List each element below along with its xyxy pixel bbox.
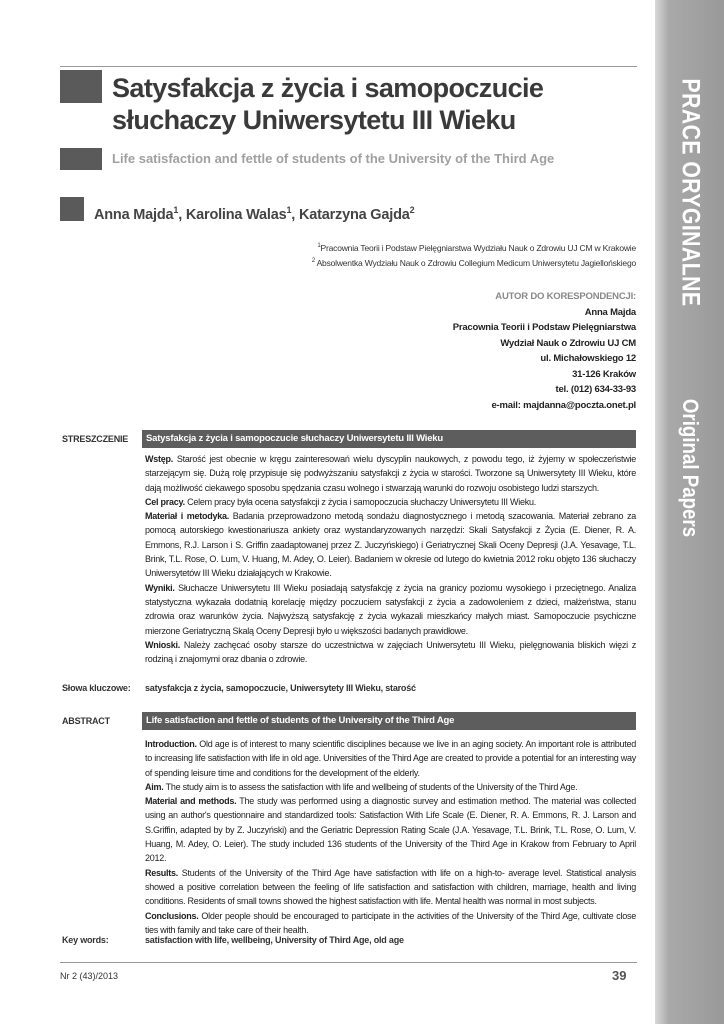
english-title: Life satisfaction and fettle of students of the University of the Third Age <box>112 151 555 166</box>
top-rule <box>60 66 637 67</box>
paragraph: Introduction. Old age is of interest to many scientific disciplines because we live in an aging society. An important role is attributed to increasing life satisfaction with life in old age. Universities of the Third Age are created to provide a potential for an interesting way of spending leisure time and conditions for the development of the elderly. <box>145 739 636 778</box>
paragraph: Conclusions. Older people should be encouraged to participate in the activities of the University of the Third Age, cultivate close ties with family and take care of their health. <box>145 910 636 935</box>
correspondence-heading: AUTOR DO KORESPONDENCJI: <box>495 291 636 302</box>
corr-line: Wydział Nauk o Zdrowiu UJ CM <box>500 337 636 349</box>
corr-line: ul. Michałowskiego 12 <box>540 353 636 364</box>
keywords-pl: satysfakcja z życia, samopoczucie, Uniwersytety III Wieku, starość <box>145 683 416 693</box>
corr-line: Anna Majda <box>584 306 636 318</box>
keywords-pl-label: Słowa kluczowe: <box>62 683 131 693</box>
abstract-body <box>145 737 636 937</box>
corr-email[interactable]: e-mail: majdanna@poczta.onet.pl <box>491 399 636 411</box>
abstract-label: ABSTRACT <box>62 716 110 726</box>
bottom-rule <box>60 962 637 963</box>
streszczenie-label: STRESZCZENIE <box>62 434 129 444</box>
paragraph: Material and methods. The study was performed using a diagnostic survey and estimation method. The material was collected using an author's questionnaire and standardized tools: Satisfaction With Life Scale (E. Diener, R. A. Emmons, R. J. Larson and S.Griffin, adapted by by Z. Juczyński) and the Geriatric Depression Rating Scale (J.A. Yesavage, T.L. Brink, T.L. Rose, O. Lum, V. Huang, M. Adey, O. Leier). The study included 136 students of the University of the Third Age in Krakow from February to April 2012. <box>145 796 636 864</box>
page-title: Satysfakcja z życia i samopoczucie słuchaczy Uniwersytetu III Wieku <box>112 73 544 135</box>
subtitle-marker <box>60 148 102 170</box>
streszczenie-body <box>145 452 636 666</box>
paragraph: Results. Students of the University of the Third Age have satisfaction with life on a high-to- average level. Statistical analysis showed a positive correlation between the feeling of life satisfaction and satisfaction with children, marriage, health and living conditions. Residents of small towns showed the highest satisfaction with life. Mental health was normal in most subjects. <box>145 867 636 907</box>
keywords-en: satisfaction with life, wellbeing, University of Third Age, old age <box>145 935 404 945</box>
section-label-en: Original Papers <box>678 398 703 538</box>
paragraph: Aim. The study aim is to assess the satisfaction with life and wellbeing of students of the University of the Third Age. <box>145 781 578 792</box>
streszczenie-bar: Satysfakcja z życia i samopoczucie słuchaczy Uniwersytetu III Wieku <box>142 430 636 448</box>
abstract-bar: Life satisfaction and fettle of students of the University of the Third Age <box>142 712 636 730</box>
paragraph: Wnioski. Należy zachęcać osoby starsze do uczestnictwa w zajęciach Uniwersytetu III Wieku, pielęgnowania bliskich więzi z rodziną i znajomymi oraz dbania o zdrowie. <box>145 639 636 665</box>
paragraph: Cel pracy. Celem pracy była ocena satysfakcji z życia i samopoczucia słuchaczy Uniwersytetu III Wieku. <box>145 496 536 507</box>
section-label-pl: PRACE ORYGINALNE <box>676 78 705 307</box>
corr-line: Pracownia Teorii i Podstaw Pielęgniarstwa <box>452 322 636 333</box>
author-list: Anna Majda$^1$, Karolina Walas$^1$, Katarzyna Gajda$^2$ <box>94 205 415 223</box>
paragraph: Wstęp. Starość jest obecnie w kręgu zainteresowań wielu dyscyplin naukowych, z powodu tego, iż żyjemy w społeczeństwie starzejącym się. Dużą rolę przypisuje się podwyższaniu satysfakcji z życia w starości. Tworzone są Uniwersytety III Wieku, które dają możliwość ciekawego sposobu spędzania czasu wolnego i stwarzają warunki do rozwoju osobistego ludzi starszych. <box>145 454 636 493</box>
paragraph: Materiał i metodyka. Badania przeprowadzono metodą sondażu diagnostycznego i metodą szacowania. Materiał zebrano za pomocą autorskiego kwestionariusza ankiety oraz wystandaryzowanych narzędzi: Skali Satysfakcji z Życia (E. Diener, R. A. Emmons, R.J. Larson i S. Griffin zaadaptowanej przez Z. Juczyńskiego) i Geriatrycznej Skali Oceny Depresji (J.A. Yesavage, T.L. Brink, T.L. Rose, O. Lum, V. Huang, M. Adey, O. Leier). Badaniem w okresie od lutego do kwietnia 2012 roku objęto 136 słuchaczy Uniwersytetów III Wieku działających w Krakowie. <box>145 511 636 579</box>
title-marker <box>60 70 102 103</box>
correspondence-block <box>453 289 636 413</box>
page-number: 39 <box>612 968 627 983</box>
affiliation-2: $^2$ Absolwentka Wydziału Nauk o Zdrowiu Collegium Medicum Uniwersytetu Jagiellońskiego <box>311 258 636 268</box>
issue-number: Nr 2 (43)/2013 <box>60 971 119 981</box>
corr-line: 31-126 Kraków <box>572 368 636 380</box>
corr-line: tel. (012) 634-33-93 <box>555 384 636 395</box>
affiliation-1: $^1$Pracownia Teorii i Podstaw Pielęgniarstwa Wydziału Nauk o Zdrowiu UJ CM w Krakowie <box>317 243 636 253</box>
authors-marker <box>60 197 84 221</box>
paragraph: Wyniki. Słuchacze Uniwersytetu III Wieku posiadają satysfakcję z życia na granicy poziomu wysokiego i przeciętnego. Analiza statystyczna wykazała dodatnią korelację między poczuciem satysfakcji z życia a zadowoleniem z dzieci, małżeństwa, stanu zdrowia oraz warunków życia. Najwyższą satysfakcję z życia wykazali mieszkańcy małych miast. Samopoczucie psychiczne mierzone Geriatryczną Skalą Oceny Depresji było u większości badanych prawidłowe. <box>145 582 636 636</box>
keywords-en-label: Key words: <box>62 935 109 945</box>
